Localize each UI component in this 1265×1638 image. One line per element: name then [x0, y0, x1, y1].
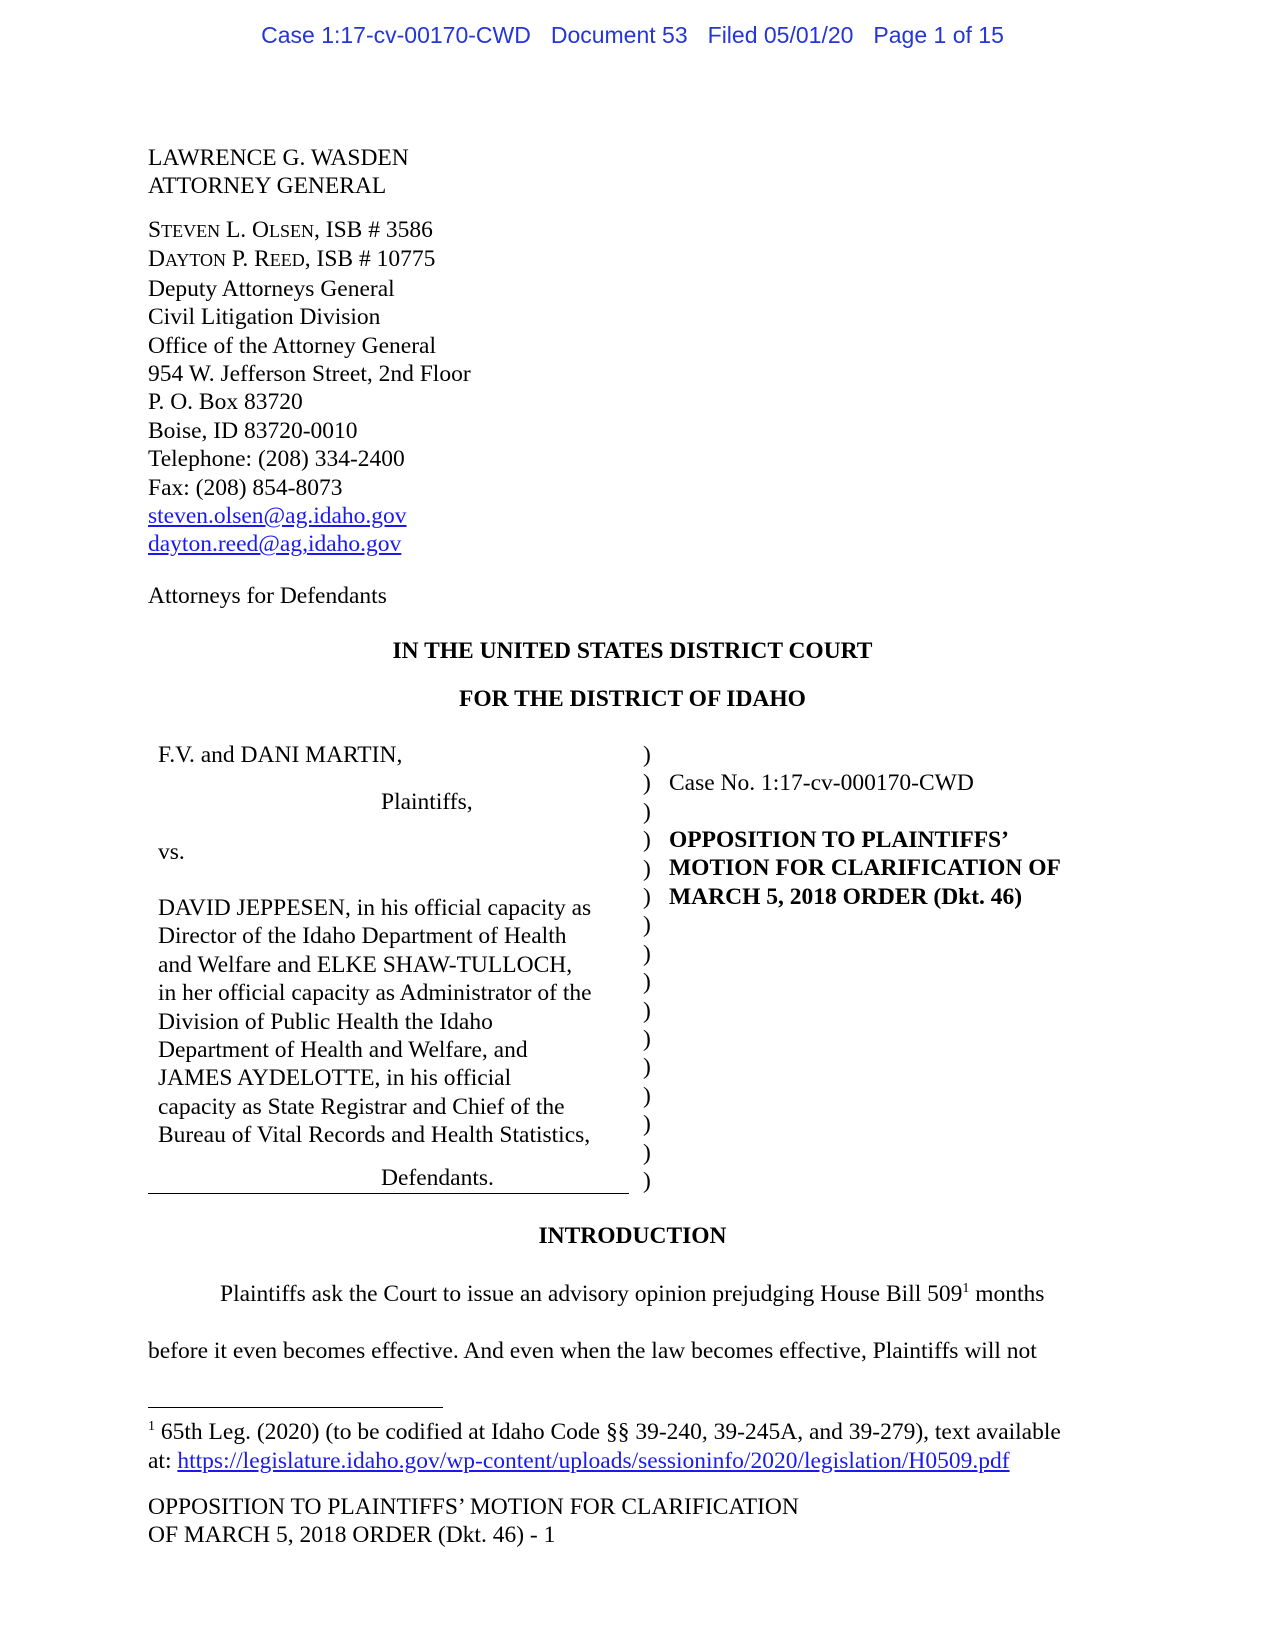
footnote-marker: 1	[148, 1419, 155, 1435]
court-district: FOR THE DISTRICT OF IDAHO	[459, 686, 806, 712]
court-name: IN THE UNITED STATES DISTRICT COURT	[392, 638, 873, 664]
attorney-olsen: STEVEN L. OLSEN, ISB # 3586	[148, 217, 433, 243]
attorney-list	[148, 216, 471, 559]
document-title-line: MARCH 5, 2018 ORDER (Dkt. 46)	[669, 883, 1023, 910]
defendants-line: DAVID JEPPESEN, in his official capacity as	[158, 895, 592, 921]
legislation-url-link[interactable]: https://legislature.idaho.gov/wp-content/uploads/sessioninfo/2020/legislation/H0509.pdf	[177, 1448, 1010, 1474]
case-number: Case No. 1:17-cv-000170-CWD	[669, 770, 974, 796]
footer-line-2: OF MARCH 5, 2018 ORDER (Dkt. 46) - 1	[148, 1522, 556, 1549]
ag-title: ATTORNEY GENERAL	[148, 173, 387, 200]
introduction-heading: INTRODUCTION	[538, 1223, 727, 1249]
counsel-line: Deputy Attorneys General	[148, 275, 395, 302]
counsel-line: P. O. Box 83720	[148, 389, 303, 416]
email-reed-link[interactable]: dayton.reed@ag,idaho.gov	[148, 531, 402, 558]
filing-stamp-header	[0, 22, 1265, 49]
defendants-line: Bureau of Vital Records and Health Statistics,	[158, 1122, 591, 1149]
defendants-line: Director of the Idaho Department of Health	[158, 923, 567, 950]
ag-name: LAWRENCE G. WASDEN	[148, 145, 409, 171]
footnote: $^1$ 65th Leg. (2020) (to be codified at Idaho Code §§ 39-240, 39-245A, and 39-279), text available at: https://legislature.idaho.gov/wp-content/uploads/sessioninfo/2020/legislation/H0509.pdf	[148, 1419, 1061, 1474]
email-olsen-link[interactable]: steven.olsen@ag.idaho.gov	[148, 503, 407, 530]
intro-line-2: before it even becomes effective. And even when the law becomes effective, Plaintiffs will not	[148, 1338, 1037, 1364]
counsel-line: Boise, ID 83720-0010	[148, 417, 358, 444]
plaintiffs-label: Plaintiffs,	[381, 789, 473, 815]
attorney-reed: DAYTON P. REED, ISB # 10775	[148, 246, 436, 273]
counsel-line: Fax: (208) 854-8073	[148, 474, 343, 501]
intro-line-1: Plaintiffs ask the Court to issue an advisory opinion prejudging House Bill $509^1$ months	[220, 1281, 1045, 1307]
page-count-stamp: Page 1 of 15	[873, 22, 1004, 48]
footer-line-1: OPPOSITION TO PLAINTIFFS’ MOTION FOR CLARIFICATION	[148, 1494, 799, 1520]
document-title-line: OPPOSITION TO PLAINTIFFS’	[669, 827, 1009, 853]
defendants-line: Division of Public Health the Idaho	[158, 1008, 493, 1035]
attorneys-for: Attorneys for Defendants	[148, 583, 387, 609]
defendants-line: and Welfare and ELKE SHAW-TULLOCH,	[158, 951, 573, 978]
footnote-ref[interactable]: 1	[962, 1281, 970, 1297]
document-title	[669, 826, 1061, 911]
caption-parens: ) ) ) ) ) ) ) ) ) ) ) ) ) ) ) )	[643, 742, 651, 1195]
counsel-line: Civil Litigation Division	[148, 304, 381, 331]
counsel-line: Office of the Attorney General	[148, 332, 436, 359]
caption-underline	[148, 1193, 629, 1194]
footnote-separator	[148, 1407, 443, 1408]
counsel-block	[148, 144, 409, 201]
case-number-stamp: Case 1:17-cv-00170-CWD	[261, 22, 531, 48]
vs-label: vs.	[158, 839, 185, 865]
defendants-line: Department of Health and Welfare, and	[158, 1037, 528, 1064]
defendants-names	[158, 894, 592, 1150]
filed-date-stamp: Filed 05/01/20	[707, 22, 854, 48]
counsel-line: Telephone: (208) 334-2400	[148, 446, 405, 473]
defendants-line: JAMES AYDELOTTE, in his official	[158, 1065, 512, 1092]
page-footer	[148, 1493, 799, 1550]
counsel-line: 954 W. Jefferson Street, 2nd Floor	[148, 361, 471, 388]
plaintiffs-names: F.V. and DANI MARTIN,	[158, 742, 403, 768]
document-number-stamp: Document 53	[550, 22, 688, 48]
defendants-line: capacity as State Registrar and Chief of the	[158, 1093, 565, 1120]
document-title-line: MOTION FOR CLARIFICATION OF	[669, 855, 1061, 882]
defendants-label: Defendants.	[381, 1165, 494, 1191]
defendants-line: in her official capacity as Administrator of the	[158, 980, 592, 1007]
